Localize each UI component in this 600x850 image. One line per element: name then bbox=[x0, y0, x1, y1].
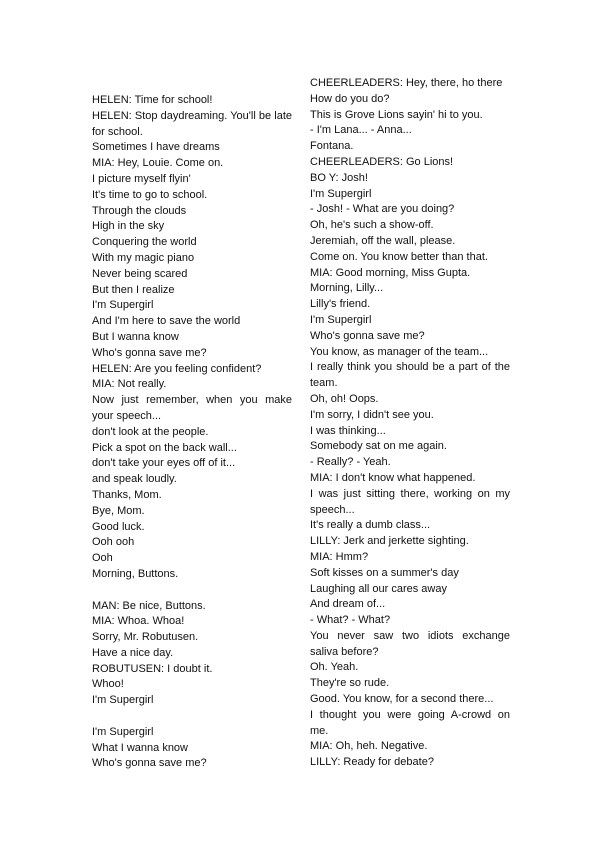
script-line: But I wanna know bbox=[92, 330, 179, 343]
script-line: MIA: Not really. bbox=[92, 378, 167, 391]
script-line: Come on. You know better than that. bbox=[310, 250, 488, 263]
script-line: - Really? - Yeah. bbox=[310, 456, 391, 469]
script-line: With my magic piano bbox=[92, 251, 195, 264]
script-line: What I wanna know bbox=[92, 741, 188, 754]
script-line: team. bbox=[310, 377, 338, 390]
script-line: don't look at the people. bbox=[92, 425, 209, 438]
script-line: Somebody sat on me again. bbox=[310, 440, 447, 453]
script-line: don't take your eyes off of it... bbox=[92, 457, 236, 470]
script-line: It's really a dumb class... bbox=[310, 519, 431, 532]
script-line: Through the clouds bbox=[92, 204, 187, 217]
script-line: I thought you were going A-crowd on bbox=[310, 708, 510, 721]
script-line: How do you do? bbox=[310, 92, 390, 105]
script-line: Now just remember, when you make bbox=[92, 394, 292, 407]
script-line: I really think you should be a part of the bbox=[310, 361, 510, 374]
blank-line bbox=[92, 709, 292, 725]
script-line: MIA: Hmm? bbox=[310, 550, 369, 563]
script-line: Oh, he's such a show-off. bbox=[310, 219, 434, 232]
script-line: I'm Supergirl bbox=[92, 299, 154, 312]
script-line: MIA: Whoa. Whoa! bbox=[92, 615, 185, 628]
script-line: Good. You know, for a second there... bbox=[310, 693, 494, 706]
script-line: - What? - What? bbox=[310, 614, 391, 627]
script-line: Sorry, Mr. Robutusen. bbox=[92, 631, 199, 644]
script-line: Morning, Lilly... bbox=[310, 282, 384, 295]
script-line: CHEERLEADERS: Hey, there, ho there bbox=[310, 77, 503, 89]
script-line: saliva before? bbox=[310, 645, 379, 658]
script-line: Conquering the world bbox=[92, 236, 197, 249]
script-line: and speak loudly. bbox=[92, 473, 177, 486]
script-line: I was just sitting there, working on my bbox=[310, 487, 510, 500]
script-line: Jeremiah, off the wall, please. bbox=[310, 234, 456, 247]
script-line: your speech... bbox=[92, 409, 162, 422]
script-line: Ooh ooh bbox=[92, 536, 135, 549]
script-line: - Josh! - What are you doing? bbox=[310, 203, 455, 216]
right-column bbox=[310, 76, 510, 771]
script-line: Never being scared bbox=[92, 267, 188, 280]
script-line: And I'm here to save the world bbox=[92, 315, 241, 328]
script-line: ROBUTUSEN: I doubt it. bbox=[92, 662, 213, 675]
script-line: Lilly's friend. bbox=[310, 298, 371, 311]
script-line: I'm Supergirl bbox=[310, 187, 372, 200]
script-line: You never saw two idiots exchange bbox=[310, 629, 510, 642]
script-line: Oh, oh! Oops. bbox=[310, 392, 379, 405]
left-column bbox=[92, 93, 292, 772]
script-line: MIA: Hey, Louie. Come on. bbox=[92, 157, 224, 170]
script-line: me. bbox=[310, 724, 329, 737]
script-line: Who's gonna save me? bbox=[310, 329, 425, 342]
script-line: Fontana. bbox=[310, 140, 354, 153]
script-line: Laughing all our cares away bbox=[310, 582, 447, 595]
script-line: HELEN: Are you feeling confident? bbox=[92, 362, 262, 375]
script-line: MIA: Oh, heh. Negative. bbox=[310, 740, 428, 753]
script-line: MIA: Good morning, Miss Gupta. bbox=[310, 266, 471, 279]
script-line: LILLY: Ready for debate? bbox=[310, 756, 434, 769]
script-line: for school. bbox=[92, 125, 143, 138]
script-line: Who's gonna save me? bbox=[92, 346, 207, 359]
blank-line bbox=[92, 583, 292, 599]
script-line: Whoo! bbox=[92, 678, 124, 691]
script-line: MIA: I don't know what happened. bbox=[310, 471, 476, 484]
script-line: Good luck. bbox=[92, 520, 145, 533]
script-line: LILLY: Jerk and jerkette sighting. bbox=[310, 535, 469, 548]
script-line: HELEN: Time for school! bbox=[92, 94, 213, 106]
script-line: Oh. Yeah. bbox=[310, 661, 359, 674]
script-line: Morning, Buttons. bbox=[92, 567, 179, 580]
script-line: I was thinking... bbox=[310, 424, 386, 437]
script-line: I'm Supergirl bbox=[92, 694, 154, 707]
script-line: I'm sorry, I didn't see you. bbox=[310, 408, 434, 421]
script-line: speech... bbox=[310, 503, 355, 516]
script-line: Bye, Mom. bbox=[92, 504, 145, 517]
script-line: Soft kisses on a summer's day bbox=[310, 566, 459, 579]
script-line: I'm Supergirl bbox=[310, 313, 372, 326]
script-line: MAN: Be nice, Buttons. bbox=[92, 599, 206, 612]
script-line: This is Grove Lions sayin' hi to you. bbox=[310, 108, 483, 121]
script-line: HELEN: Stop daydreaming. You'll be late bbox=[92, 109, 292, 122]
script-line: You know, as manager of the team... bbox=[310, 345, 489, 358]
script-line: But then I realize bbox=[92, 283, 175, 296]
script-line: Pick a spot on the back wall... bbox=[92, 441, 237, 454]
script-line: - I'm Lana... - Anna... bbox=[310, 124, 412, 137]
script-line: Ooh bbox=[92, 552, 113, 565]
script-line: I'm Supergirl bbox=[92, 725, 154, 738]
script-line: They're so rude. bbox=[310, 677, 390, 690]
script-line: Who's gonna save me? bbox=[92, 757, 207, 770]
script-line: And dream of... bbox=[310, 598, 386, 611]
script-line: Have a nice day. bbox=[92, 646, 174, 659]
script-line: I picture myself flyin' bbox=[92, 172, 191, 185]
script-line: It's time to go to school. bbox=[92, 188, 208, 201]
script-line: High in the sky bbox=[92, 220, 165, 233]
script-line: BO Y: Josh! bbox=[310, 171, 368, 184]
script-line: Sometimes I have dreams bbox=[92, 141, 220, 154]
script-line: Thanks, Mom. bbox=[92, 488, 162, 501]
script-line: CHEERLEADERS: Go Lions! bbox=[310, 155, 454, 168]
